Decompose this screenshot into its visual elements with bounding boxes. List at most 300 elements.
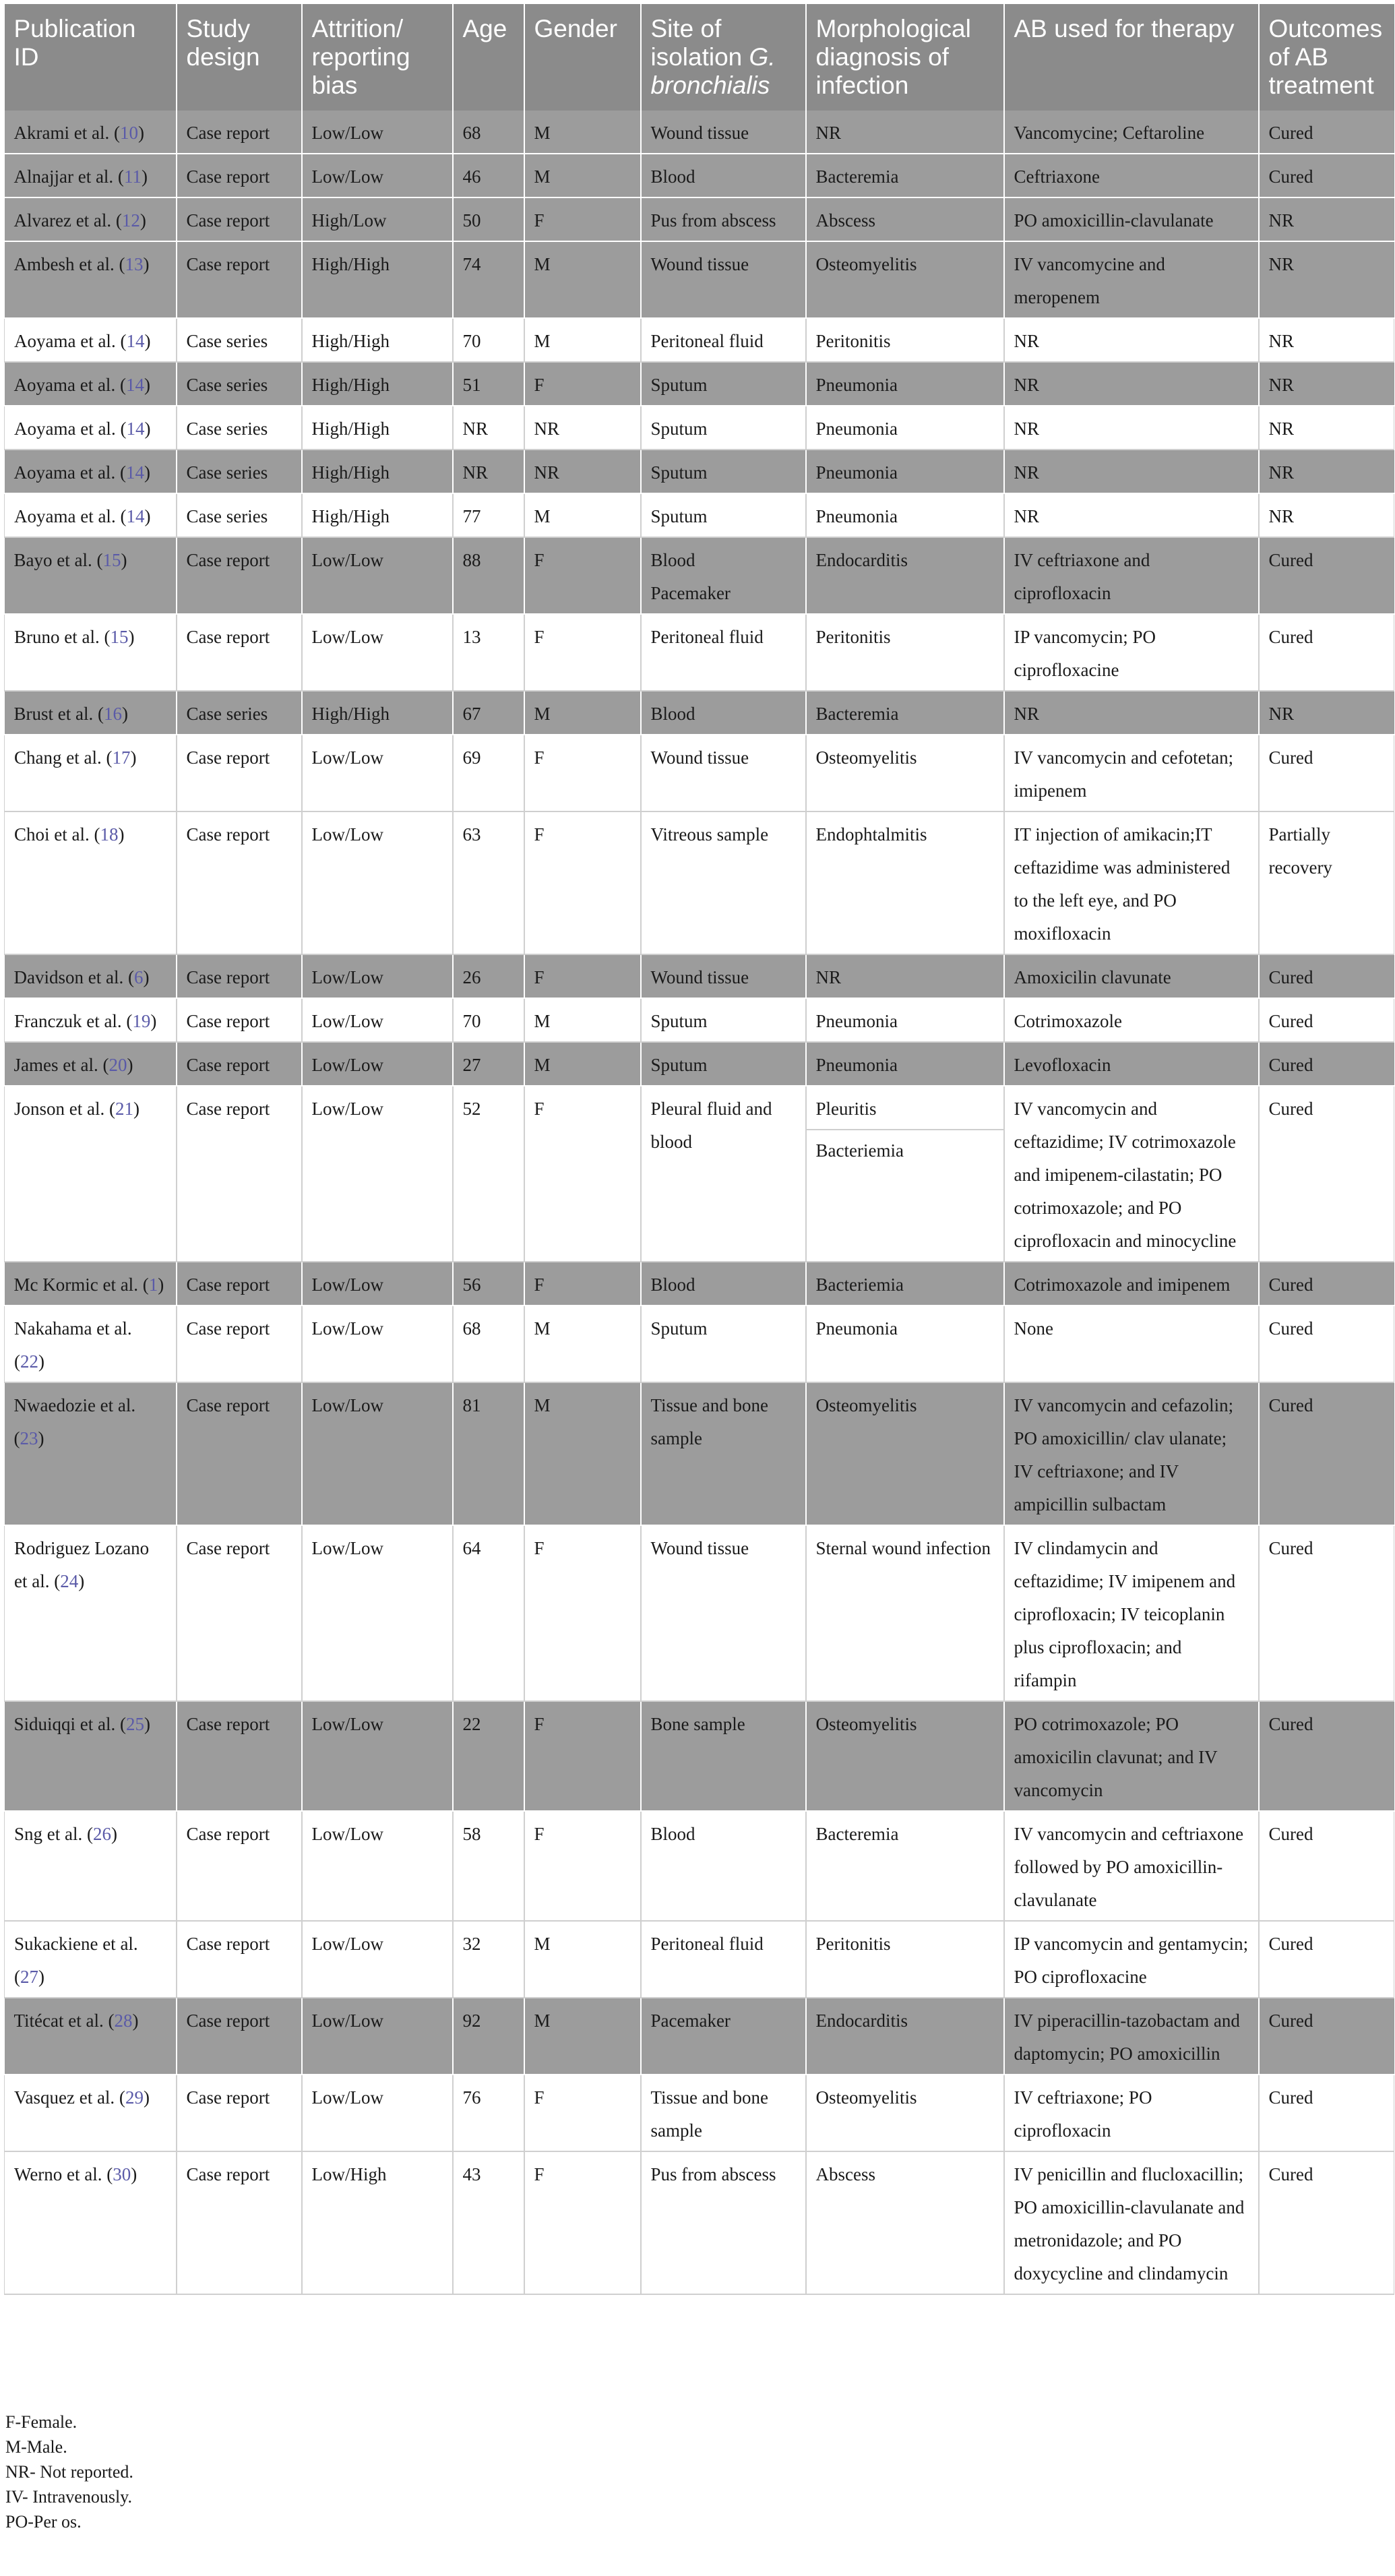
cell-bias: Low/Low	[302, 954, 453, 998]
cell-gender: M	[524, 1998, 641, 2075]
cell-age: 43	[453, 2151, 524, 2294]
reference-close: )	[144, 331, 151, 351]
cell-site	[641, 111, 806, 154]
cell-bias: High/High	[302, 493, 453, 537]
cell-study-design: Case report	[177, 998, 302, 1042]
cell-bias: High/High	[302, 450, 453, 493]
cell-therapy: IV ceftriaxone and ciprofloxacin	[1004, 537, 1259, 614]
author-name: Aoyama et al. (	[14, 506, 127, 526]
reference-close: )	[78, 1571, 85, 1591]
reference-close: )	[140, 210, 146, 231]
author-name: Akrami et al. (	[13, 123, 120, 143]
site-text: Wound tissue	[650, 123, 749, 143]
cell-bias: High/High	[302, 362, 453, 406]
reference-close: )	[133, 1099, 140, 1119]
cell-study-design: Case report	[177, 1306, 302, 1382]
author-name: Aoyama et al. (	[14, 331, 127, 351]
diagnosis-text: Osteomyelitis	[815, 2087, 917, 2108]
table-row	[5, 811, 1394, 954]
table-row	[5, 1811, 1394, 1921]
cell-outcome: NR	[1259, 197, 1394, 241]
cell-site	[641, 1382, 806, 1525]
cell-age: 32	[453, 1921, 524, 1998]
reference-link: 14	[126, 419, 145, 439]
cell-therapy: NR	[1004, 450, 1259, 493]
cell-gender: M	[524, 1382, 641, 1525]
cell-therapy: IV penicillin and flucloxacillin; PO amoxicillin-clavulanate and metronidazole; and PO doxycycline and clindamycin	[1004, 2151, 1259, 2294]
author-name: Nwaedozie et al. (	[13, 1395, 136, 1448]
cell-gender: F	[524, 1701, 641, 1811]
cell-therapy: None	[1004, 1306, 1259, 1382]
cell-diagnosis	[806, 362, 1004, 406]
header-site-organism: G. bronchialis	[650, 43, 776, 99]
cell-study-design: Case report	[177, 154, 302, 197]
author-name: James et al. (	[13, 1055, 109, 1075]
cell-gender: F	[524, 1262, 641, 1306]
diagnosis-text: Bacteriemia	[815, 1275, 904, 1295]
diagnosis-text: Endophtalmitis	[815, 824, 927, 845]
cell-study-design: Case report	[177, 811, 302, 954]
cell-site	[641, 998, 806, 1042]
table-row	[5, 2151, 1394, 2294]
cell-bias: Low/Low	[302, 1086, 453, 1262]
cell-outcome: Cured	[1259, 614, 1394, 691]
cell-diagnosis	[806, 1086, 1004, 1262]
cell-gender: F	[524, 1525, 641, 1701]
table-row	[5, 1262, 1394, 1306]
cell-bias: Low/Low	[302, 1262, 453, 1306]
reference-close: )	[38, 1967, 44, 1987]
cell-therapy: IV vancomycin and ceftazidime; IV cotrimoxazole and imipenem-cilastatin; PO cotrimoxazole; and PO ciprofloxacin and minocycline	[1004, 1086, 1259, 1262]
header-bias: Attrition/ reporting bias	[302, 4, 453, 111]
reference-close: )	[130, 747, 137, 768]
reference-close: )	[144, 462, 150, 483]
cell-bias: Low/Low	[302, 998, 453, 1042]
cell-outcome: NR	[1259, 450, 1394, 493]
cell-outcome: NR	[1259, 362, 1394, 406]
cell-gender: M	[524, 493, 641, 537]
cell-bias: Low/Low	[302, 811, 453, 954]
cell-publication-id	[5, 1382, 177, 1525]
cell-diagnosis	[806, 111, 1004, 154]
cell-therapy: NR	[1004, 493, 1259, 537]
author-name: Chang et al. (	[14, 747, 113, 768]
diagnosis-text: Abscess	[815, 210, 875, 231]
cell-age: 50	[453, 197, 524, 241]
table-row	[5, 1382, 1394, 1525]
cell-study-design: Case report	[177, 1525, 302, 1701]
cell-site	[641, 318, 806, 362]
reference-close: )	[144, 506, 151, 526]
reference-close: )	[158, 1275, 164, 1295]
cell-study-design: Case report	[177, 614, 302, 691]
reference-link: 17	[112, 747, 131, 768]
reference-link: 12	[121, 210, 140, 231]
diagnosis-text: Bacteremia	[815, 1824, 899, 1844]
reference-close: )	[144, 1714, 150, 1734]
cell-diagnosis	[806, 2151, 1004, 2294]
cell-gender: M	[524, 1306, 641, 1382]
site-text: Blood	[650, 1275, 695, 1295]
cell-diagnosis	[806, 406, 1004, 450]
cell-outcome: Cured	[1259, 1382, 1394, 1525]
reference-link: 20	[108, 1055, 127, 1075]
cell-bias: Low/Low	[302, 1306, 453, 1382]
header-outcome: Outcomes of AB treatment	[1259, 4, 1394, 111]
cell-site	[641, 1998, 806, 2075]
diagnosis-text: Endocarditis	[815, 2011, 908, 2031]
cell-site	[641, 537, 806, 614]
cell-bias: Low/Low	[302, 1382, 453, 1525]
reference-close: )	[137, 123, 144, 143]
cell-therapy: Levofloxacin	[1004, 1042, 1259, 1086]
author-name: Jonson et al. (	[14, 1099, 115, 1119]
author-name: Vasquez et al. (	[14, 2087, 125, 2108]
cell-diagnosis	[806, 1998, 1004, 2075]
cell-outcome: Cured	[1259, 954, 1394, 998]
cell-study-design: Case series	[177, 450, 302, 493]
cell-bias: Low/Low	[302, 1042, 453, 1086]
reference-link: 15	[102, 550, 121, 570]
cell-diagnosis	[806, 1042, 1004, 1086]
reference-close: )	[150, 1011, 157, 1031]
cell-outcome: NR	[1259, 691, 1394, 735]
cell-age: 88	[453, 537, 524, 614]
author-name: Aoyama et al. (	[13, 375, 126, 395]
cell-bias: Low/Low	[302, 2075, 453, 2151]
author-name: Alvarez et al. (	[13, 210, 122, 231]
cell-study-design: Case report	[177, 111, 302, 154]
cell-age: 69	[453, 735, 524, 811]
cell-study-design: Case series	[177, 406, 302, 450]
cell-age: 13	[453, 614, 524, 691]
site-text: Peritoneal fluid	[650, 1934, 764, 1954]
diagnosis-text: Peritonitis	[815, 331, 891, 351]
site-text: Peritoneal fluid	[650, 331, 764, 351]
cell-age: 67	[453, 691, 524, 735]
cell-age: 70	[453, 998, 524, 1042]
cell-publication-id	[5, 1811, 177, 1921]
cell-study-design: Case report	[177, 1262, 302, 1306]
cell-site	[641, 450, 806, 493]
cell-outcome: Cured	[1259, 1701, 1394, 1811]
reference-close: )	[141, 166, 148, 187]
cell-publication-id	[5, 954, 177, 998]
cell-therapy: Amoxicilin clavunate	[1004, 954, 1259, 998]
cell-gender: F	[524, 1811, 641, 1921]
cell-outcome: NR	[1259, 406, 1394, 450]
cell-therapy: IV vancomycin and ceftriaxone followed by PO amoxicillin-clavulanate	[1004, 1811, 1259, 1921]
author-name: Alnajjar et al. (	[13, 166, 124, 187]
cell-therapy: NR	[1004, 406, 1259, 450]
footnote-line: IV- Intravenously.	[5, 2487, 132, 2507]
diagnosis-text: Bacteremia	[815, 166, 899, 187]
reference-link: 26	[92, 1824, 111, 1844]
cell-outcome: Cured	[1259, 998, 1394, 1042]
cell-publication-id	[5, 318, 177, 362]
cell-diagnosis	[806, 537, 1004, 614]
site-text: Sputum	[650, 1318, 708, 1339]
cell-bias: Low/Low	[302, 1525, 453, 1701]
cell-publication-id	[5, 1998, 177, 2075]
cell-age: 92	[453, 1998, 524, 2075]
cell-site	[641, 197, 806, 241]
cell-bias: High/Low	[302, 197, 453, 241]
cell-publication-id	[5, 537, 177, 614]
cell-publication-id	[5, 493, 177, 537]
cell-publication-id	[5, 406, 177, 450]
site-text: Bone sample	[650, 1714, 745, 1734]
table-row	[5, 1921, 1394, 1998]
diagnosis-text: Pneumonia	[815, 375, 898, 395]
table-row	[5, 1525, 1394, 1701]
site-text: Pus from abscess	[650, 210, 776, 231]
diagnosis-text: Pneumonia	[815, 1318, 898, 1339]
cell-bias: Low/Low	[302, 1811, 453, 1921]
cell-outcome: Partially recovery	[1259, 811, 1394, 954]
cell-outcome: Cured	[1259, 1998, 1394, 2075]
cell-publication-id	[5, 1042, 177, 1086]
reference-close: )	[132, 2011, 139, 2031]
table-row	[5, 406, 1394, 450]
table-row	[5, 111, 1394, 154]
table-row	[5, 1306, 1394, 1382]
site-text: Pacemaker	[650, 2011, 731, 2031]
cell-diagnosis	[806, 1921, 1004, 1998]
cell-therapy: NR	[1004, 691, 1259, 735]
cell-age: 58	[453, 1811, 524, 1921]
cell-publication-id	[5, 614, 177, 691]
reference-link: 13	[125, 254, 144, 274]
table-row	[5, 735, 1394, 811]
reference-link: 11	[123, 166, 142, 187]
cell-diagnosis	[806, 998, 1004, 1042]
reference-link: 15	[110, 627, 129, 647]
cell-site	[641, 1262, 806, 1306]
reference-link: 6	[133, 967, 144, 987]
cell-study-design: Case report	[177, 1998, 302, 2075]
author-name: Franczuk et al. (	[14, 1011, 133, 1031]
table-row	[5, 1701, 1394, 1811]
reference-close: )	[38, 1428, 44, 1448]
cell-age: 63	[453, 811, 524, 954]
author-name: Sng et al. (	[14, 1824, 93, 1844]
cell-study-design: Case report	[177, 241, 302, 318]
table-row	[5, 1086, 1394, 1262]
cell-gender: NR	[524, 406, 641, 450]
cell-site	[641, 954, 806, 998]
cell-gender: M	[524, 111, 641, 154]
cell-study-design: Case series	[177, 691, 302, 735]
author-name: Nakahama et al. (	[14, 1318, 132, 1372]
cell-site	[641, 1811, 806, 1921]
cell-diagnosis	[806, 493, 1004, 537]
site-text: Blood	[650, 550, 695, 570]
cell-diagnosis	[806, 691, 1004, 735]
cell-site	[641, 1042, 806, 1086]
reference-link: 21	[115, 1099, 133, 1119]
cell-bias: Low/High	[302, 2151, 453, 2294]
cell-outcome: Cured	[1259, 1921, 1394, 1998]
cell-diagnosis	[806, 614, 1004, 691]
cell-site	[641, 691, 806, 735]
cell-gender: NR	[524, 450, 641, 493]
cell-publication-id	[5, 1701, 177, 1811]
reference-close: )	[111, 1824, 117, 1844]
diagnosis-text: Endocarditis	[815, 550, 908, 570]
cell-diagnosis	[806, 1701, 1004, 1811]
cell-outcome: Cured	[1259, 1306, 1394, 1382]
cell-diagnosis	[806, 450, 1004, 493]
site-text: Blood	[650, 1824, 695, 1844]
reference-link: 14	[125, 462, 144, 483]
cell-publication-id	[5, 154, 177, 197]
cell-publication-id	[5, 241, 177, 318]
cell-bias: Low/Low	[302, 1701, 453, 1811]
diagnosis-text: Pleuritis	[807, 1093, 1003, 1130]
reference-link: 14	[126, 331, 145, 351]
cell-bias: Low/Low	[302, 1921, 453, 1998]
cell-study-design: Case report	[177, 1086, 302, 1262]
cell-site	[641, 241, 806, 318]
author-name: Bruno et al. (	[14, 627, 111, 647]
table-row	[5, 1998, 1394, 2075]
reference-close: )	[131, 2164, 137, 2184]
diagnosis-text: NR	[815, 123, 842, 143]
cell-publication-id	[5, 1262, 177, 1306]
site-text: Blood	[650, 704, 695, 724]
table-row	[5, 154, 1394, 197]
cell-therapy: Vancomycine; Ceftaroline	[1004, 111, 1259, 154]
site-text: Sputum	[650, 506, 708, 526]
cell-publication-id	[5, 362, 177, 406]
cell-publication-id	[5, 1306, 177, 1382]
diagnosis-text: Osteomyelitis	[815, 1395, 917, 1415]
site-text: Wound tissue	[650, 747, 749, 768]
cell-bias: Low/Low	[302, 111, 453, 154]
cell-age: 26	[453, 954, 524, 998]
cell-age: 64	[453, 1525, 524, 1701]
cell-age: 68	[453, 111, 524, 154]
table-body	[5, 111, 1394, 2294]
site-text: Pus from abscess	[650, 2164, 776, 2184]
cell-gender: F	[524, 197, 641, 241]
reference-link: 14	[125, 375, 144, 395]
reference-link: 22	[20, 1351, 38, 1372]
header-study-design: Study design	[177, 4, 302, 111]
diagnosis-text: Osteomyelitis	[815, 1714, 917, 1734]
cell-site	[641, 2075, 806, 2151]
reference-close: )	[121, 704, 128, 724]
cell-study-design: Case report	[177, 2151, 302, 2294]
cell-age: 51	[453, 362, 524, 406]
author-name: Werno et al. (	[14, 2164, 113, 2184]
cell-publication-id	[5, 998, 177, 1042]
diagnosis-text: Pneumonia	[815, 462, 898, 483]
cell-outcome: Cured	[1259, 2075, 1394, 2151]
cell-therapy: IV ceftriaxone; PO ciprofloxacin	[1004, 2075, 1259, 2151]
site-text: Wound tissue	[650, 1538, 749, 1558]
cell-study-design: Case series	[177, 318, 302, 362]
cell-publication-id	[5, 1921, 177, 1998]
cell-publication-id	[5, 735, 177, 811]
case-table	[4, 4, 1394, 2295]
cell-outcome: NR	[1259, 493, 1394, 537]
cell-study-design: Case report	[177, 1701, 302, 1811]
cell-diagnosis	[806, 2075, 1004, 2151]
cell-age: 52	[453, 1086, 524, 1262]
cell-age: 56	[453, 1262, 524, 1306]
diagnosis-text: Bacteremia	[815, 704, 899, 724]
reference-link: 10	[119, 123, 138, 143]
reference-close: )	[38, 1351, 44, 1372]
cell-publication-id	[5, 111, 177, 154]
cell-age: 27	[453, 1042, 524, 1086]
cell-age: NR	[453, 406, 524, 450]
cell-bias: High/High	[302, 318, 453, 362]
cell-publication-id	[5, 691, 177, 735]
reference-close: )	[144, 375, 150, 395]
author-name: Bayo et al. (	[13, 550, 103, 570]
table-row	[5, 1042, 1394, 1086]
cell-therapy: IV clindamycin and ceftazidime; IV imipenem and ciprofloxacin; IV teicoplanin plus ciprofloxacin; and rifampin	[1004, 1525, 1259, 1701]
cell-site	[641, 735, 806, 811]
diagnosis-text: Osteomyelitis	[815, 254, 917, 274]
table-row	[5, 954, 1394, 998]
cell-therapy: IV vancomycin and cefotetan; imipenem	[1004, 735, 1259, 811]
site-text: Sputum	[650, 419, 708, 439]
cell-gender: M	[524, 154, 641, 197]
cell-age: 22	[453, 1701, 524, 1811]
cell-age: 77	[453, 493, 524, 537]
author-name: Aoyama et al. (	[14, 419, 127, 439]
reference-link: 25	[125, 1714, 144, 1734]
cell-gender: F	[524, 2075, 641, 2151]
author-name: Mc Kormic et al. (	[13, 1275, 149, 1295]
cell-site	[641, 614, 806, 691]
cell-publication-id	[5, 2075, 177, 2151]
cell-publication-id	[5, 1086, 177, 1262]
cell-study-design: Case report	[177, 1811, 302, 1921]
cell-therapy: PO amoxicillin-clavulanate	[1004, 197, 1259, 241]
diagnosis-text: Pneumonia	[815, 506, 898, 526]
reference-link: 16	[103, 704, 122, 724]
cell-diagnosis	[806, 1525, 1004, 1701]
cell-study-design: Case report	[177, 1042, 302, 1086]
table-row	[5, 614, 1394, 691]
diagnosis-text: Peritonitis	[815, 1934, 891, 1954]
author-name: Sukackiene et al. (	[14, 1934, 138, 1987]
site-text: Wound tissue	[650, 967, 749, 987]
footnote-line: F-Female.	[5, 2412, 78, 2432]
cell-gender: F	[524, 2151, 641, 2294]
cell-outcome: Cured	[1259, 1042, 1394, 1086]
table-row	[5, 998, 1394, 1042]
cell-study-design: Case report	[177, 2075, 302, 2151]
cell-diagnosis	[806, 811, 1004, 954]
cell-study-design: Case series	[177, 362, 302, 406]
author-name: Siduiqqi et al. (	[13, 1714, 126, 1734]
table-row	[5, 493, 1394, 537]
cell-site	[641, 1921, 806, 1998]
cell-outcome: Cured	[1259, 1525, 1394, 1701]
site-text: Pleural fluid and blood	[650, 1099, 772, 1152]
cell-gender: M	[524, 1042, 641, 1086]
diagnosis-text: Pneumonia	[815, 419, 898, 439]
cell-study-design: Case report	[177, 197, 302, 241]
site-text: Peritoneal fluid	[650, 627, 764, 647]
diagnosis-text-secondary: Bacteriemia	[815, 1140, 904, 1161]
